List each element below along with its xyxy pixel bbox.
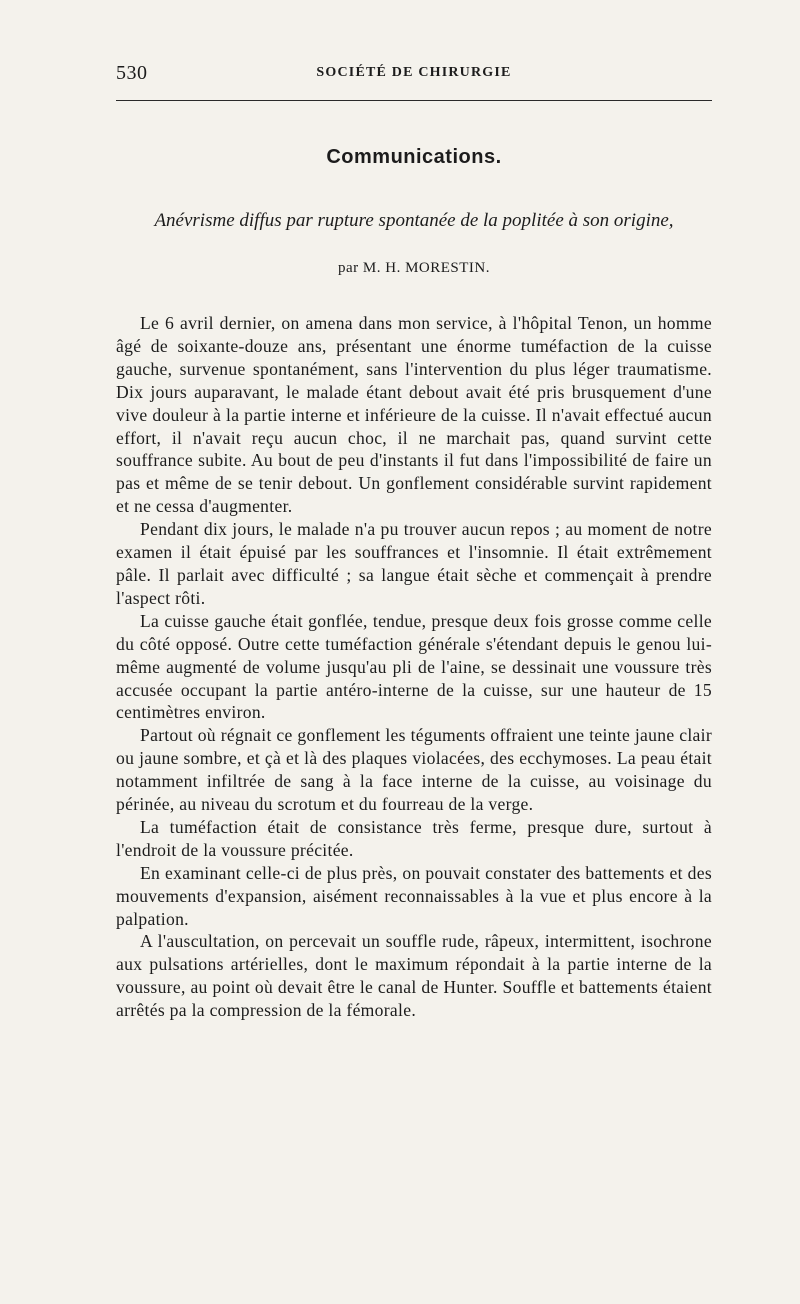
paragraph: Partout où régnait ce gonflement les téguments offraient une teinte jaune clair ou jaune sombre, et çà et là des plaques violacées, des ecchymoses. La peau était notamment infiltrée de sang à la face interne de la cuisse, au voisinage du périnée, au niveau du scrotum et du fourreau de la verge.	[116, 725, 712, 815]
byline: par M. H. MORESTIN.	[338, 260, 490, 276]
paragraph: En examinant celle-ci de plus près, on pouvait constater des battements et des mouvements d'expansion, aisément reconnaissables à la vue et plus encore à la palpation.	[116, 862, 712, 929]
paragraph: La tuméfaction était de consistance très ferme, presque dure, surtout à l'endroit de la voussure précitée.	[116, 816, 712, 860]
page-number: 530	[116, 62, 148, 84]
section-title: Communications.	[326, 146, 502, 168]
paragraph: A l'auscultation, on percevait un souffle rude, râpeux, intermittent, isochrone aux pulsations artérielles, dont le maximum répondait à la partie interne de la voussure, au point où devait être le canal de Hunter. Souffle et battements étaient arrêtés pa la compression de la fémorale.	[116, 931, 712, 1021]
journal-title: SOCIÉTÉ DE CHIRURGIE	[316, 65, 512, 80]
header-rule	[116, 100, 712, 101]
paragraph: Le 6 avril dernier, on amena dans mon service, à l'hôpital Tenon, un homme âgé de soixante-douze ans, présentant une énorme tuméfaction de la cuisse gauche, survenue spontanément, sans l'intervention du plus léger traumatisme. Dix jours auparavant, le malade étant debout avait été pris brusquement d'une vive douleur à la partie interne et inférieure de la cuisse. Il n'avait effectué aucun effort, il n'avait reçu aucun choc, il ne marchait pas, quand survint cette souffrance subite. Au bout de peu d'instants il fut dans l'impossibilité de faire un pas et même de se tenir debout. Un gonflement considérable survint rapidement et ne cessa d'augmenter.	[116, 313, 712, 517]
body-text	[116, 312, 712, 1022]
running-head	[116, 62, 712, 88]
article-title: Anévrisme diffus par rupture spontanée de la poplitée à son origine,	[154, 210, 674, 231]
paragraph: La cuisse gauche était gonflée, tendue, presque deux fois grosse comme celle du côté opposé. Outre cette tuméfaction générale s'étendant depuis le genou lui-même augmenté de volume jusqu'au pli de l'aine, se dessinait une voussure très accusée occupant la partie antéro-interne de la cuisse, sur une hauteur de 15 centimètres environ.	[116, 610, 712, 723]
paragraph: Pendant dix jours, le malade n'a pu trouver aucun repos ; au moment de notre examen il était épuisé par les souffrances et l'insomnie. Il était extrêmement pâle. Il parlait avec difficulté ; sa langue était sèche et commençait à prendre l'aspect rôti.	[116, 519, 712, 608]
